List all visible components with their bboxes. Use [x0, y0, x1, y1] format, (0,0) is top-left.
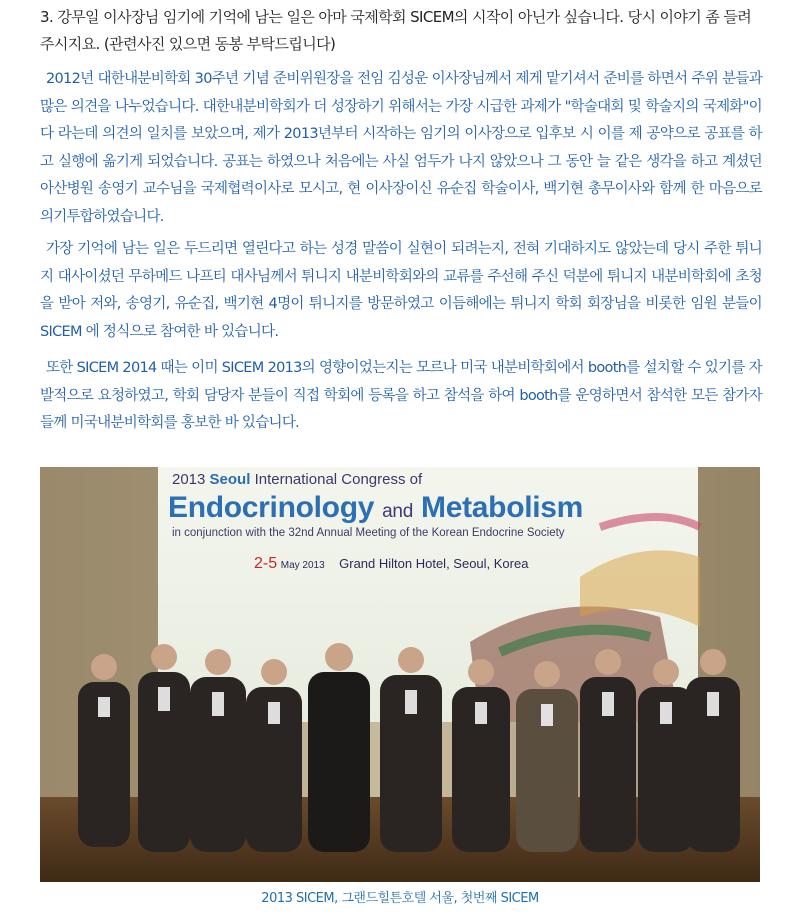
group-photo	[40, 467, 760, 882]
banner-congress-line: 2013 Seoul International Congress of	[172, 471, 423, 488]
congress-banner	[40, 467, 760, 617]
answer-paragraph-1: 2012년 대한내분비학회 30주년 기념 준비위원장을 전임 김성운 이사장님께서 제게 맡기셔서 준비를 하면서 주위 분들과 많은 의견을 나누었습니다. 대한내분비학회가 더 성장하기 위해서는 가장 시급한 과제가 "학술대회 및 학술지의 국제화"이다 라는데 의견의 일치를 보았으며, 제가 2013년부터 시작하는 임기의 이사장으로 입후보 시 이를 제 공약으로 공표를 하고 실행에 옮기게 되었습니다. 공표는 하였으나 처음에는 사실 엄두가 나지 않았으나 그 동안 늘 같은 생각을 하고 계셨던 아산병원 송영기 교수님을 국제협력이사로 모시고, 현 이사장이신 유순집 학술이사, 백기현 총무이사와 함께 한 마음으로 의기투합하였습니다.	[40, 71, 762, 225]
banner-title: Endocrinology and Metabolism	[168, 491, 584, 524]
answer-paragraph-3: 또한 SICEM 2014 때는 이미 SICEM 2013의 영향이었는지는 모르나 미국 내분비학회에서 booth를 설치할 수 있기를 자발적으로 요청하였고, 학회 담당자 분들이 직접 학회에 등록을 하고 참석을 하여 booth를 운영하면서 참석한 모든 참가자들께 미국내분비학회를 홍보한 바 있습니다.	[40, 360, 762, 431]
banner-subtitle: in conjunction with the 32nd Annual Meeting of the Korean Endocrine Society	[172, 527, 565, 539]
answer-paragraph-2: 가장 기억에 남는 일은 두드리면 열린다고 하는 성경 말씀이 실현이 되려는지, 전혀 기대하지도 않았는데 당시 주한 튀니지 대사이셨던 무하메드 나프티 대사님께서 튀니지 내분비학회와의 교류를 주선해 주신 덕분에 튀니지 내분비학회에 초청을 받아 저와, 송영기, 유순집, 백기현 4명이 튀니지를 방문하였고 이듬해에는 튀니지 학회 회장님을 비롯한 임원 분들이 SICEM 에 정식으로 참여한 바 있습니다.	[40, 241, 762, 340]
photo-caption: 2013 SICEM, 그랜드힐튼호텔 서울, 첫번째 SICEM	[261, 891, 539, 906]
banner-date-venue: 2-5 May 2013 Grand Hilton Hotel, Seoul, Korea	[254, 555, 529, 572]
interview-question: 3. 강무일 이사장님 임기에 기억에 남는 일은 아마 국제학회 SICEM의 시작이 아닌가 싶습니다. 당시 이야기 좀 들려주시지요. (관련사진 있으면 동봉 부탁드립니다)	[40, 8, 752, 53]
